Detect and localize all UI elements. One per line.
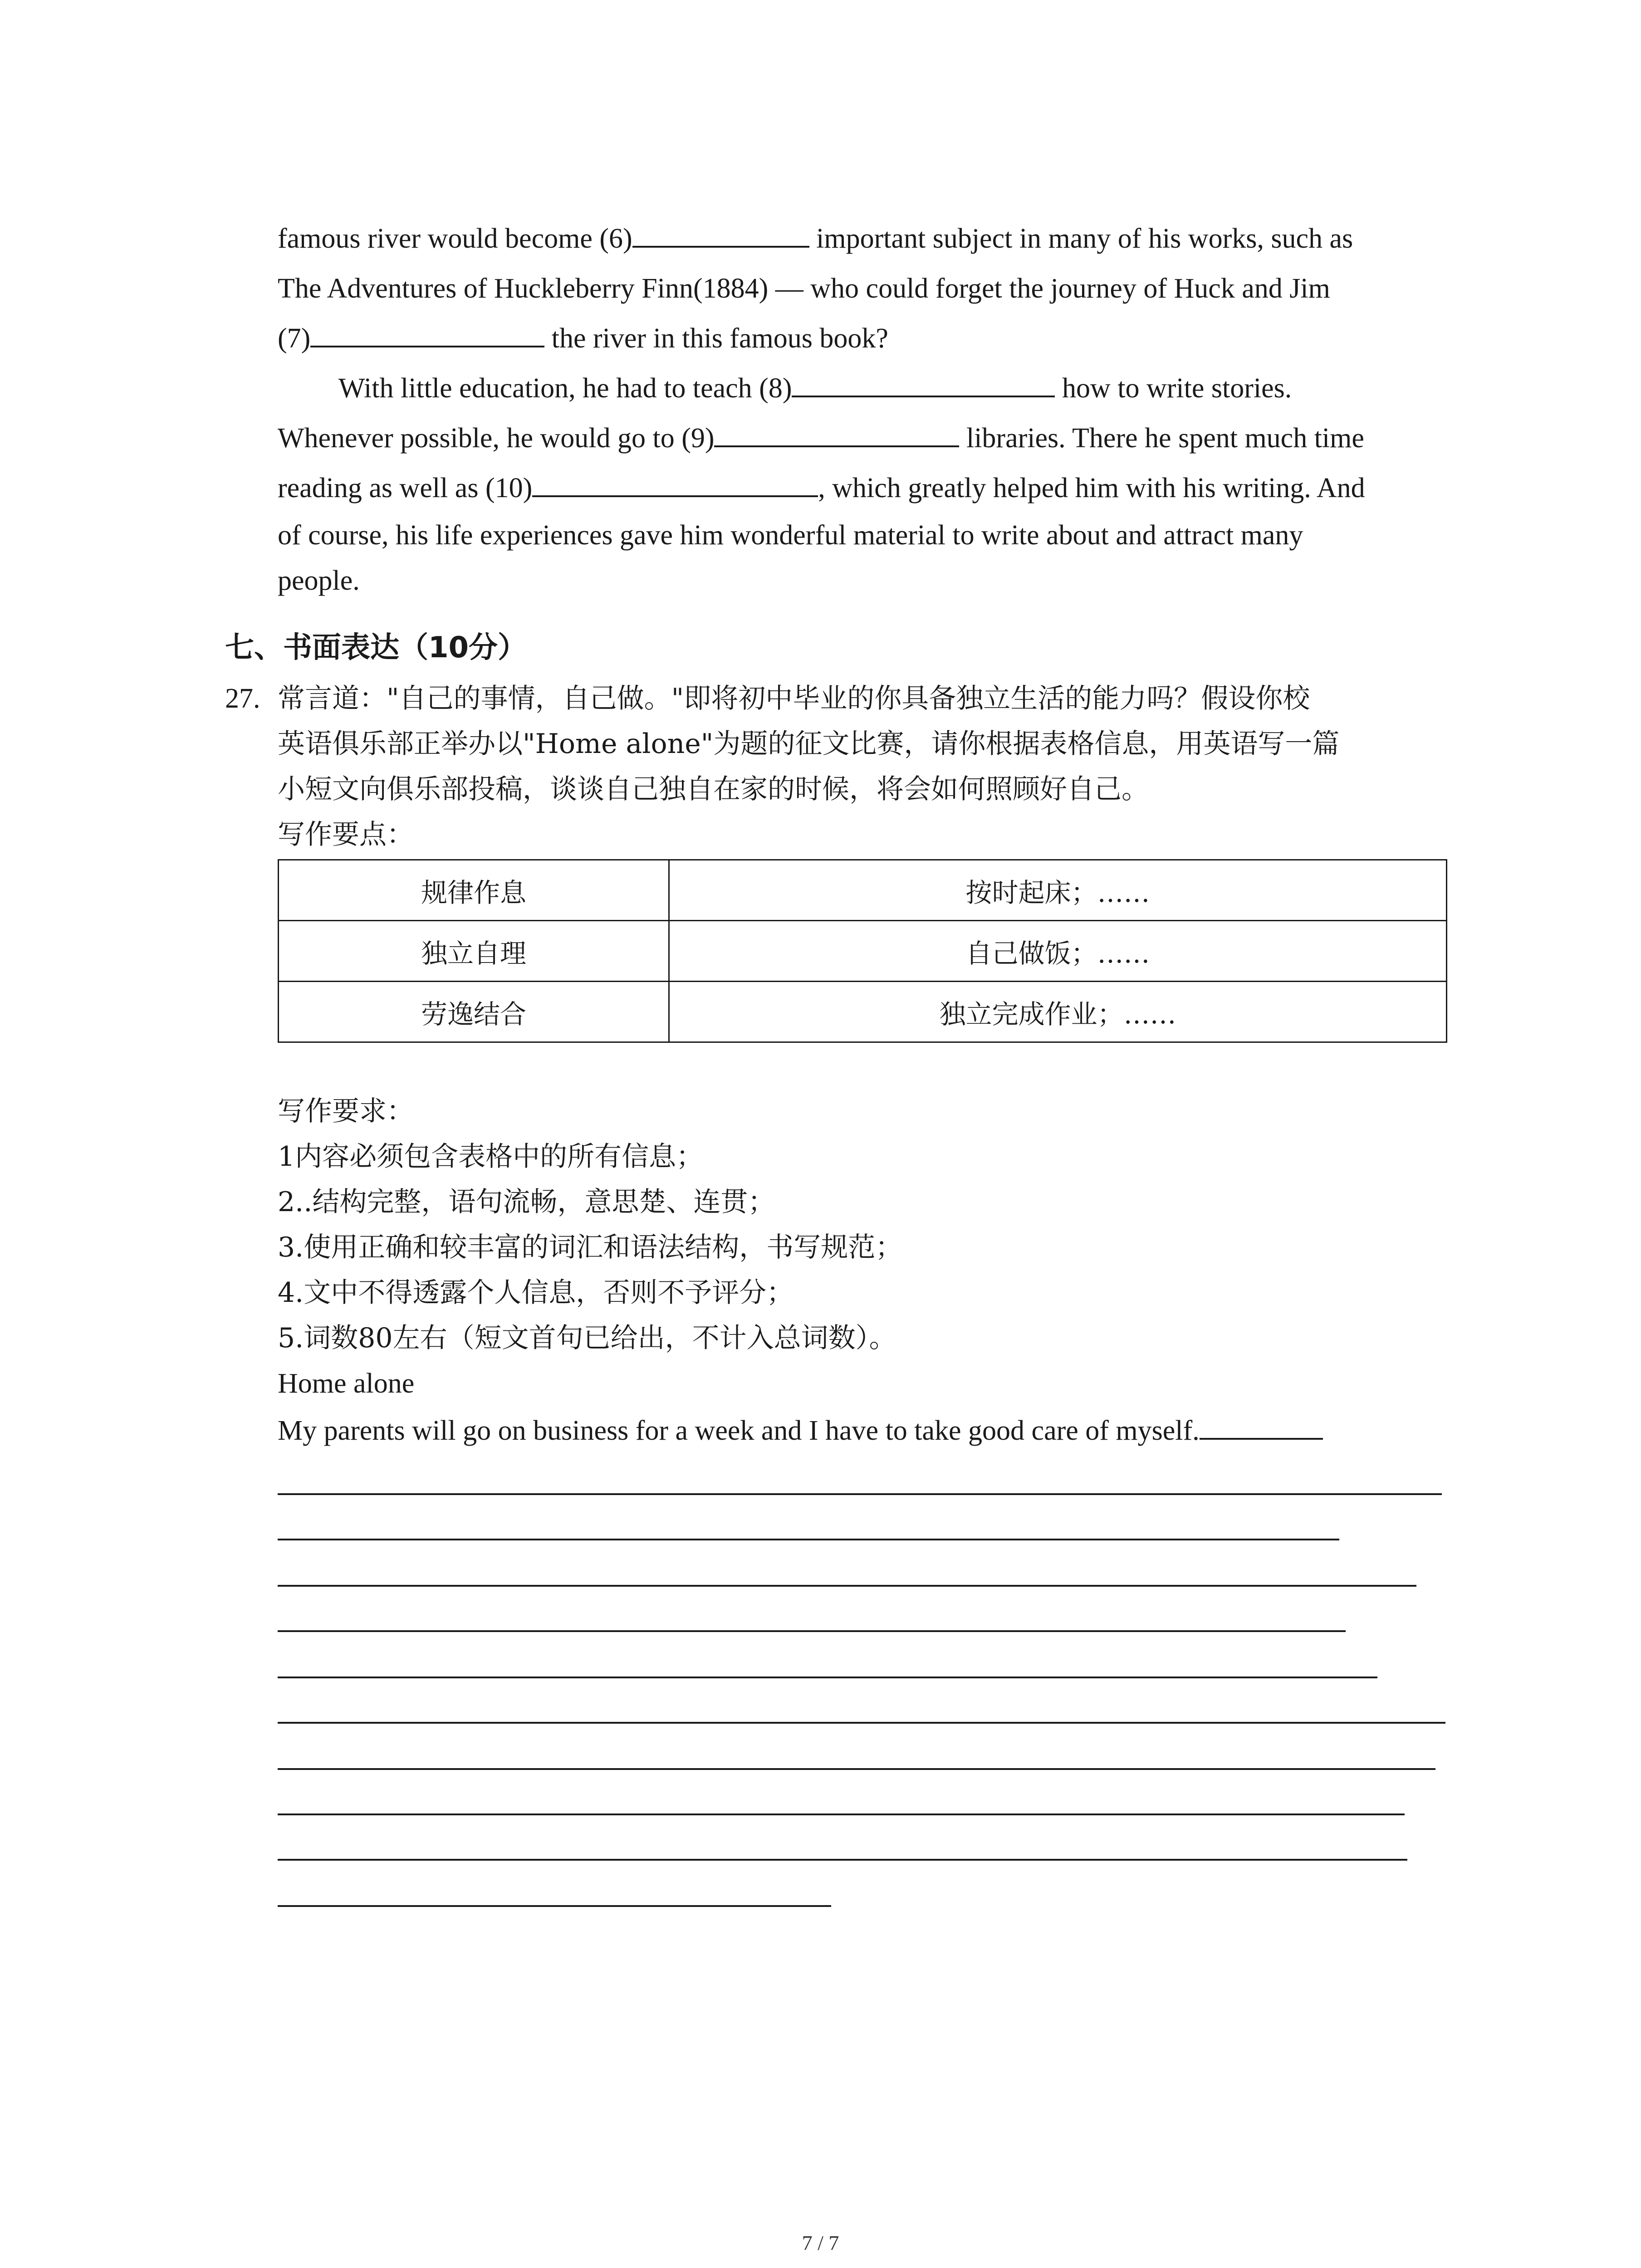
writing-line[interactable] <box>278 1859 1407 1861</box>
question-prompt-line-2: 英语俱乐部正举办以"Home alone"为题的征文比赛，请你根据表格信息，用英语写一篇 <box>278 728 1340 760</box>
passage-line-3 <box>278 314 888 363</box>
table-cell-topic: 规律作息 <box>279 860 669 921</box>
requirement-item: 3.使用正确和较丰富的词汇和语法结构，书写规范； <box>278 1232 903 1263</box>
passage-text: The Adventures of Huckleberry Finn(1884) — who could forget the journey of Huck and Jim <box>278 273 1330 304</box>
passage-text: the river in this famous book? <box>544 323 888 354</box>
passage-text: , which greatly helped him with his writing. And <box>818 473 1365 503</box>
blank-10[interactable] <box>532 472 818 497</box>
requirement-item: 1内容必须包含表格中的所有信息； <box>278 1141 704 1173</box>
requirement-item: 5.词数80左右（短文首句已给出，不计入总词数）。 <box>278 1322 896 1354</box>
blank-9[interactable] <box>714 422 959 447</box>
passage-text: of course, his life experiences gave him wonderful material to write about and attract many <box>278 520 1303 551</box>
writing-line[interactable] <box>278 1493 1442 1495</box>
table-cell-detail: 自己做饭；…… <box>669 921 1447 982</box>
writing-line[interactable] <box>278 1630 1346 1632</box>
writing-line[interactable] <box>278 1768 1435 1770</box>
passage-text: people. <box>278 565 360 596</box>
question-number: 27. <box>225 683 260 714</box>
table-cell-detail: 按时起床；…… <box>669 860 1447 921</box>
writing-line[interactable] <box>278 1722 1445 1724</box>
question-prompt-line-3: 小短文向俱乐部投稿，谈谈自己独自在家的时候，将会如何照顾好自己。 <box>278 773 1149 805</box>
passage-text: Whenever possible, he would go to (9) <box>278 423 715 454</box>
blank-6[interactable] <box>632 222 809 248</box>
writing-line[interactable] <box>278 1677 1377 1678</box>
table-cell-topic: 独立自理 <box>279 921 669 982</box>
passage-text: how to write stories. <box>1055 373 1292 404</box>
section-heading: 七、书面表达（10分） <box>225 631 527 665</box>
passage-line-8 <box>278 556 360 605</box>
writing-line[interactable] <box>278 1585 1416 1587</box>
table-row <box>279 982 1447 1042</box>
passage-line-6 <box>278 464 1365 513</box>
blank-8[interactable] <box>792 372 1055 397</box>
passage-text: (7) <box>278 323 311 354</box>
writing-requirements-label: 写作要求： <box>278 1095 414 1127</box>
writing-points-label: 写作要点： <box>278 819 414 850</box>
writing-line[interactable] <box>278 1539 1339 1540</box>
passage-text: reading as well as (10) <box>278 473 533 503</box>
blank-7[interactable] <box>310 322 544 347</box>
requirement-item: 4.文中不得透露个人信息，否则不予评分； <box>278 1277 794 1309</box>
page-number: 7 / 7 <box>802 2231 839 2254</box>
passage-line-1 <box>278 214 1353 263</box>
table-cell-detail: 独立完成作业；…… <box>669 982 1447 1042</box>
question-prompt-line-1: 常言道："自己的事情，自己做。"即将初中毕业的你具备独立生活的能力吗？假设你校 <box>278 683 1310 714</box>
essay-start-text: My parents will go on business for a week and I have to take good care of myself. <box>278 1415 1200 1446</box>
passage-text: important subject in many of his works, such as <box>809 223 1353 254</box>
essay-blank[interactable] <box>1200 1414 1323 1440</box>
passage-line-4 <box>338 364 1292 413</box>
table-row <box>279 921 1447 982</box>
table-row <box>279 860 1447 921</box>
writing-line[interactable] <box>278 1813 1405 1815</box>
passage-text: libraries. There he spent much time <box>959 423 1364 454</box>
writing-points-table <box>278 859 1447 1043</box>
table-cell-topic: 劳逸结合 <box>279 982 669 1042</box>
passage-text: famous river would become (6) <box>278 223 632 254</box>
essay-title: Home alone <box>278 1368 415 1399</box>
requirement-item: 2..结构完整，语句流畅，意思楚、连贯； <box>278 1186 775 1218</box>
passage-line-5 <box>278 414 1364 463</box>
writing-line[interactable] <box>278 1905 831 1907</box>
passage-line-2 <box>278 264 1330 313</box>
passage-line-7 <box>278 511 1303 560</box>
passage-text: With little education, he had to teach (8) <box>338 373 792 404</box>
essay-first-line <box>278 1408 1323 1453</box>
